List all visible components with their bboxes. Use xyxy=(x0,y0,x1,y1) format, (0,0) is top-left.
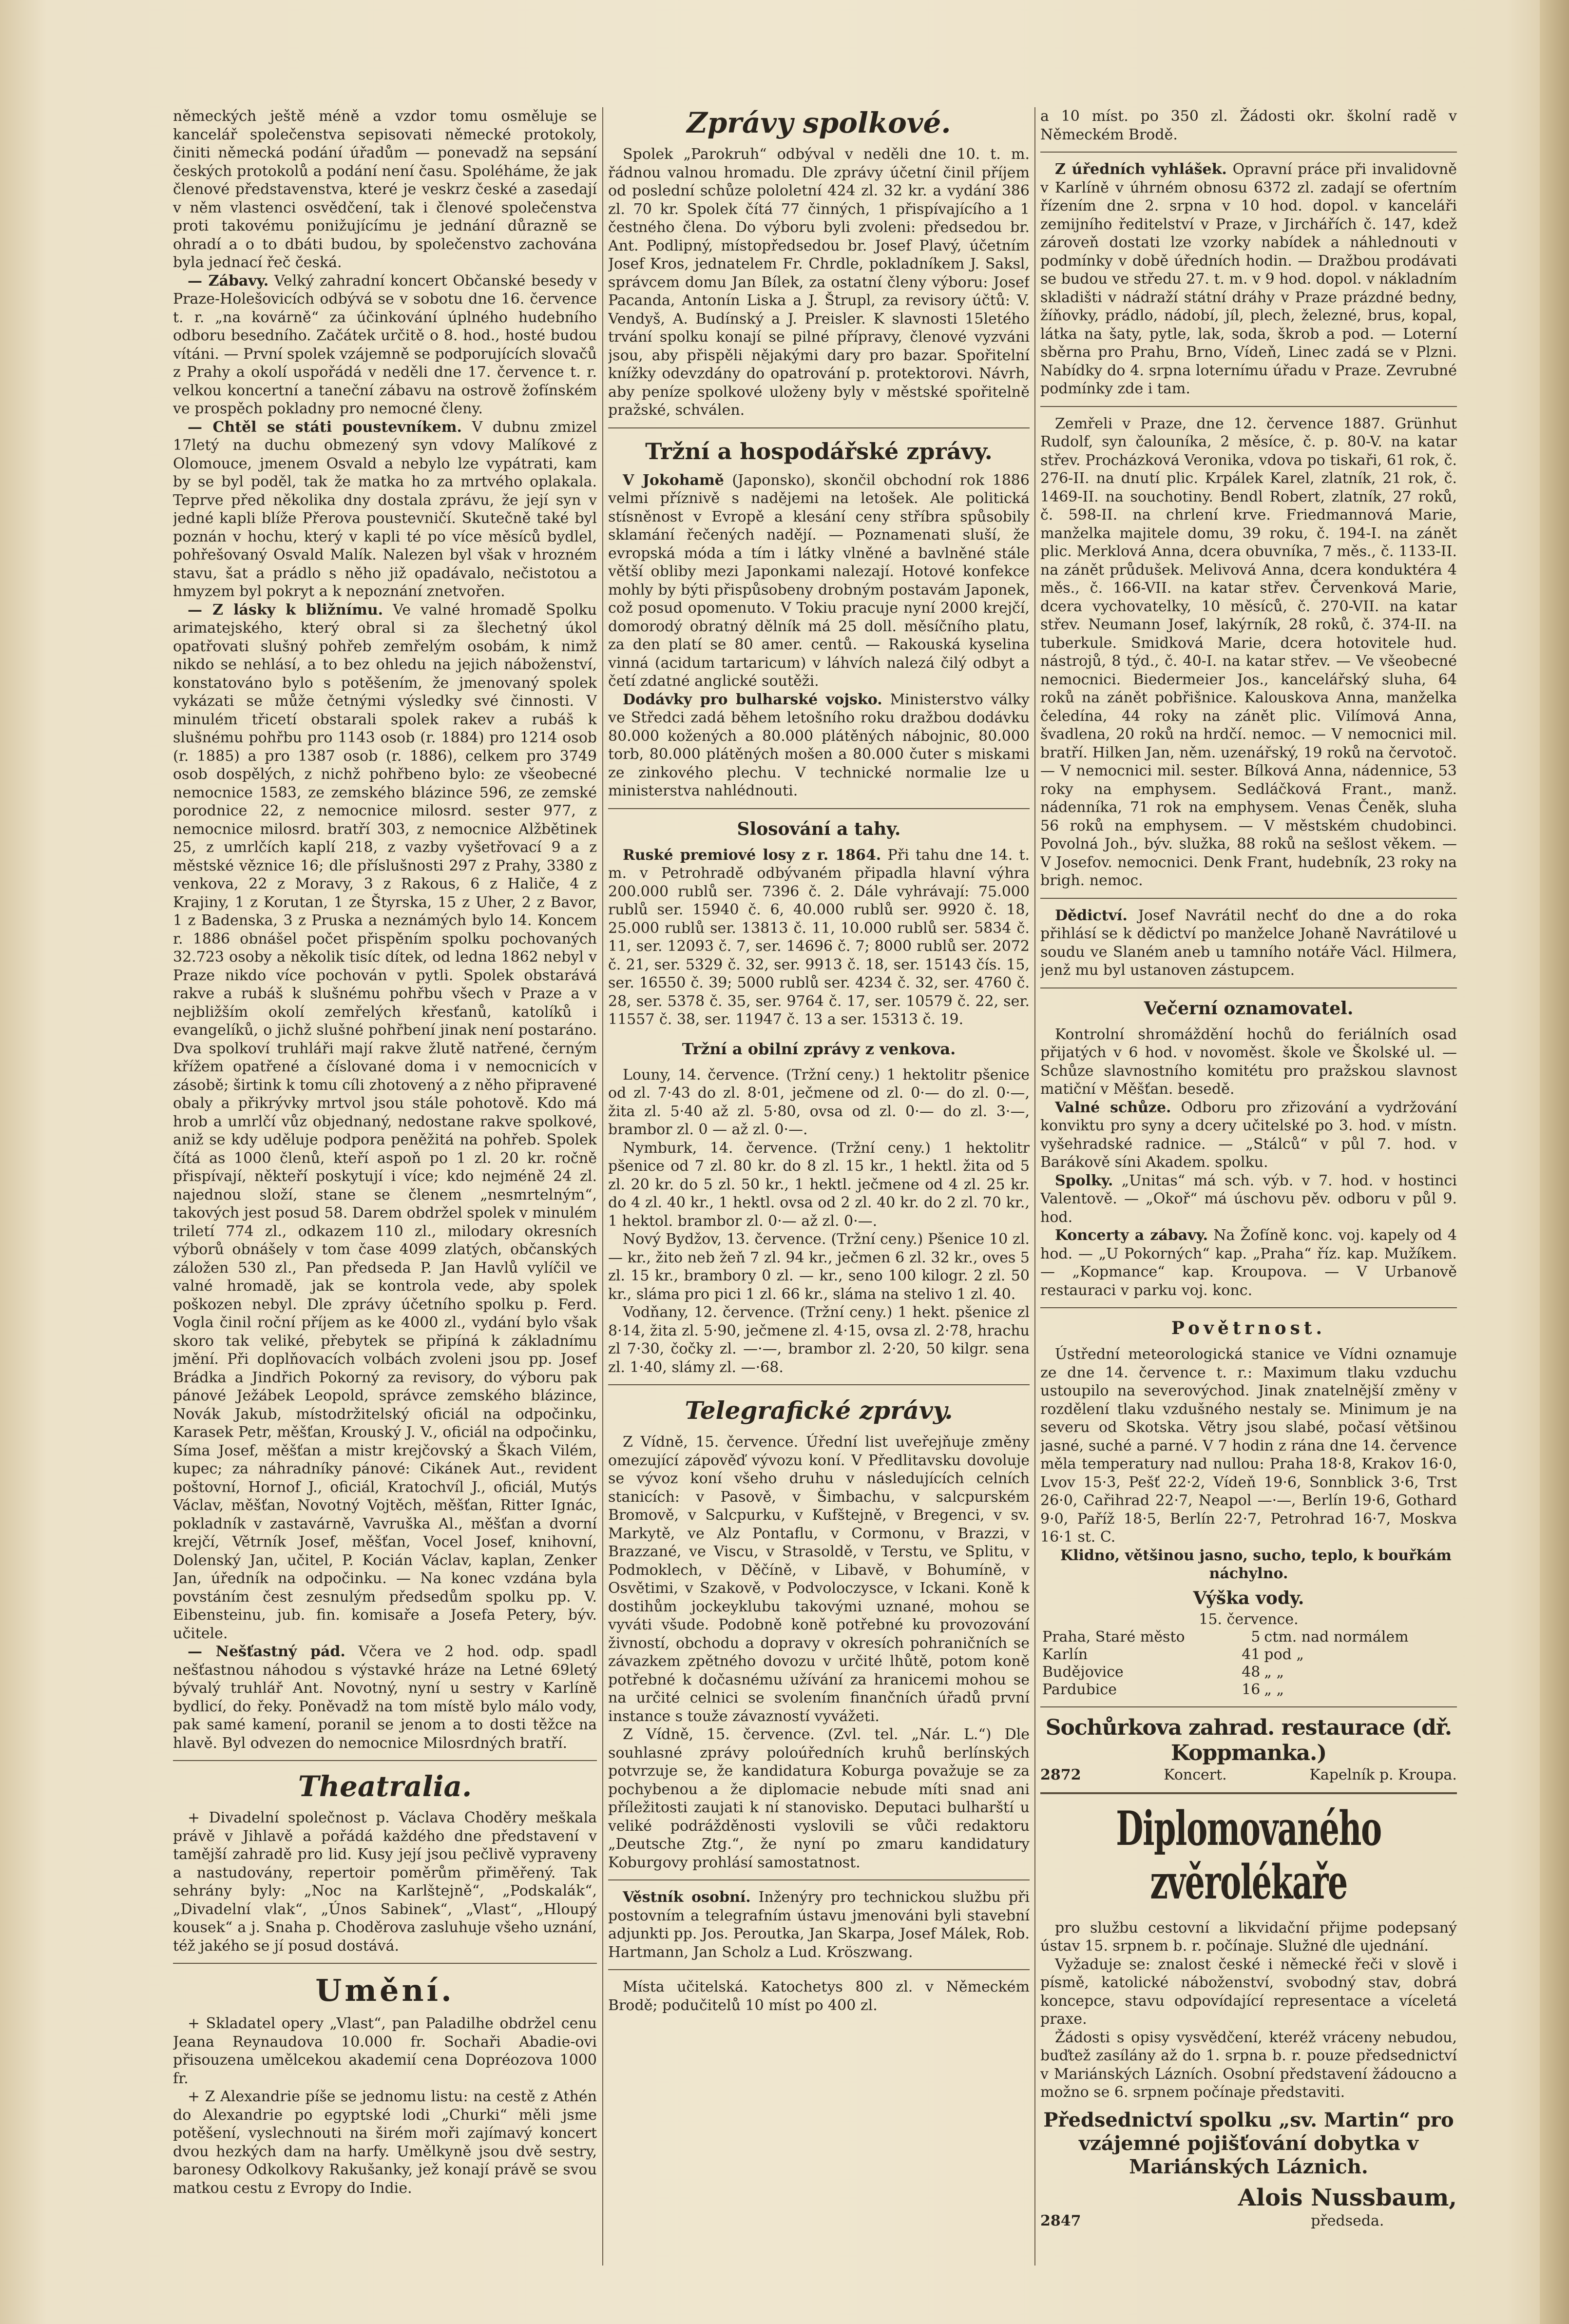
article-lead: Valné schůze. xyxy=(1055,1099,1171,1116)
weather-forecast: Klidno, většinou jasno, sucho, teplo, k bouřkám náchylno. xyxy=(1060,1547,1452,1582)
section-divider xyxy=(608,1384,1030,1385)
article-text: Na Žofíně konc. voj. kapely od 4 hod. — „U Pokorných“ kap. „Praha“ říz. kap. Mužíkem. — „Kopmance“ kap. Kroupova. — V Urbanově restauraci v parku voj. konc. xyxy=(1040,1227,1457,1299)
article-text: Ústřední meteorologická stanice ve Vídni oznamuje ze dne 14. července t. r.: Maximum tlaku vzduchu ustoupilo na severovýchod. Jinak znatelnější změny v rozdělení tlaku vzdušného nestaly se. Minimum je na severu od Skotska. Větry jsou slabé, počasí většinou jasné, suché a parné. V 7 hodin z rána dne 14. července měla temperatury nad nullou: Praha 18·8, Krakov 16·0, Lvov 15·3, Pešť 22·2, Vídeň 19·6, Sonnblick 3·6, Trst 26·0, Cařihrad 22·7, Neapol —·—, Berlín 19·6, Gothard 9·0, Paříž 18·5, Berlín 22·7, Petrohrad 16·7, Moskva 16·1 st. C. xyxy=(1040,1346,1457,1546)
article-zemreli: Zemřeli v Praze, dne 12. července 1887. Grünhut Rudolf, syn čalouníka, 2 měsíce, č. p. 80-V. na katar střev. Procházková Veronika, vdova po tiskaři, 61 rok, č. 276-II. na dnutí plic. Krpálek Karel, zlatník, 21 rok, č. 1469-II. na souchotiny. Bendl Robert, zlatník, 27 roků, č. 598-II. na chrlení krve. Friedmannová Marie, manželka majitele domu, 39 roku, č. 194-I. na zánět plic. Merklová Anna, dcera obuvníka, 7 měs., č. 1133-II. na zánět průdušek. Melivová Anna, dcera konduktéra 4 měs., č. 166-VII. na katar střev. Červenková Marie, dcera vychovatelky, 10 měsíců, č. 270-VII. na katar střev. Neumann Josef, lakýrník, 28 roků, č. 374-II. na tuberkule. Smidková Marie, dcera hotovitele hud. nástrojů, 8 týd., č. 40-I. na katar střev. — Ve všeobecné nemocnici. Biedermeier Jos., kancelářský sluha, 64 roků na zánět pobřišnice. Kalouskova Anna, manželka čeledína, 44 roky na zánět plic. Vilímová Anna, švadlena, 20 roků na hrdčí. nemoc. — V nemocnici mil. bratří. Hilken Jan, něm. uzenářský, 19 roků na červotoč. — V nemocnici mil. sester. Bílková Anna, nádennice, 53 roky na emphysem. Sedláčková Frant., manž. nádenníka, 71 rok na emphysem. Venas Čeněk, sluha 56 roků na emphysem. — V městském chudobinci. Povolná Joh., býv. služka, 88 roků na sešlost věkem. — V Josefov. nemocnici. Denk Frant, hudebník, 23 roky na brigh. nemoc. xyxy=(1040,415,1457,889)
table-cell: Budějovice xyxy=(1042,1664,1124,1681)
section-heading-vyska: Výška vody. xyxy=(1193,1588,1304,1608)
section-divider xyxy=(608,427,1030,428)
section-heading-povetrnost: Povětrnost. xyxy=(1171,1318,1326,1338)
article-text: Velký zahradní koncert Občanské besedy v Praze-Holešovicích odbývá se v sobotu dne 16. července t. r. „na kovárně“ za účinkování úplného hudebního odboru besedního. Začátek určitě o 8. hod., hosté budou vítáni. — První spolek vzájemně se podporujících slovačů z Prahy a okolí uspořádá v neděli dne 17. července t. r. velkou koncertní a taneční zábavu na ostrově žofínském ve prospěch pokladny pro nemocné členy. xyxy=(173,272,597,417)
section-heading-telegraficke: Telegrafické zprávy. xyxy=(685,1396,953,1425)
ad-text: Kapelník p. Kroupa. xyxy=(1309,1766,1457,1783)
ad-signature-role: předseda. xyxy=(1311,2212,1384,2229)
section-heading-zpravy: Zprávy spolkové. xyxy=(687,107,951,139)
table-cell: Karlín xyxy=(1042,1646,1088,1663)
article-lead: Věstník osobní. xyxy=(623,1889,751,1906)
article-text: (Japonsko), skončil obchodní rok 1886 velmi příznivě s nadějemi na letošek. Ale politická stísněnost v Evropě a klesání ceny stříbra spůsobily sklamání řečených nadějí. — Poznamenati sluší, že evropská móda a tím i látky vlněné a bavlněné stále větší obliby mezi Japonkami nalezají. Hotové konfekce mohly by býti přispůsobeny drobným postavám Japonek, což posud opomenuto. V Tokiu pracuje nyní 2000 krejčí, domorodý obratný dělník má 25 doll. měsíčního platu, za den platí se 80 amer. centů. — Rakouská kyselina vinná (acidum tartaricum) v láhvích nalezá čilý odbyt a četí zdatné anglické soutěži. xyxy=(608,471,1030,690)
article-text: + Divadelní společnost p. Václava Choděry meškala právě v Jihlavě a pořádá každého dne představení v tamější zahradě pro lid. Kusy její jsou pečlivě vypraveny a nastudovány, repertoir poměrům přiměřený. Tak sehrány byly: „Noc na Karlštejně“, „Podskalák“, „Divadelní vlak“, „Únos Sabinek“, „Vlast“, „Hloupý kousek“ a j. Snaha p. Choděrova zasluhuje všeho uznání, též jakého se jí posud dostává. xyxy=(173,1809,597,1955)
column-divider xyxy=(1034,107,1035,2266)
ad-signature: Alois Nussbaum, xyxy=(1238,2184,1457,2211)
section-divider xyxy=(1040,152,1457,153)
ad-text: Koncert. xyxy=(1164,1766,1227,1783)
article-text: + Skladatel opery „Vlast“, pan Paladilhe obdržel cenu Jeana Reynaudova 10.000 fr. Sochaři Abadie-ovi přisouzena umělcekou akademií cena Dopréozova 1000 fr. xyxy=(173,2015,597,2087)
column-middle xyxy=(608,107,1030,2266)
column-divider xyxy=(602,107,603,2266)
table-cell: 16 xyxy=(1242,1681,1261,1698)
market-bydzov: Nový Bydžov, 13. července. (Tržní ceny.) Pšenice 10 zl. — kr., žito neb žeň 7 zl. 94 kr., ječmen 6 zl. 32 kr., oves 5 zl. 15 kr., brambory 0 zl. — kr., seno 100 kilogr. 2 zl. 50 kr., sláma pro pici 1 zl. 66 kr., sláma na stelivo 1 zl. 40. xyxy=(608,1231,1030,1303)
article-nestastny xyxy=(173,1643,597,1752)
article-lead: — Z lásky k bližnímu. xyxy=(188,601,383,619)
section-heading-trzni: Tržní a hospodářské zprávy. xyxy=(645,438,993,465)
table-cell: Praha, Staré město xyxy=(1042,1628,1185,1646)
ad-number: 2847 xyxy=(1040,2212,1081,2229)
ad-signature-block xyxy=(1238,2184,1457,2230)
page-spine-shadow xyxy=(1540,0,1569,2324)
article-vecerni2 xyxy=(1040,1099,1457,1172)
article-lead: Dodávky pro bulharské vojsko. xyxy=(623,691,882,708)
article-lead: — Nešťastný pád. xyxy=(188,1643,345,1660)
section-divider xyxy=(1040,1792,1457,1794)
article-vecerni4 xyxy=(1040,1226,1457,1299)
section-divider xyxy=(1040,1307,1457,1308)
market-nymburk: Nymburk, 14. července. (Tržní ceny.) 1 hektolitr pšenice od 7 zl. 80 kr. do 8 zl. 15 kr., 1 hektl. žita od 5 zl. 20 kr. do 5 zl. 50 kr., 1 hektl. ječmene od 4 zl. 25 kr. do 4 zl. 40 kr., 1 hektl. ovsa od 2 zl. 40 kr. do 2 zl. 70 kr., 1 hektol. brambor zl. 0·— až zl. 0·—. xyxy=(608,1139,1030,1230)
table-cell: „ „ xyxy=(1264,1681,1284,1698)
ad-text: Žádosti s opisy vysvědčení, kteréž vráceny nebudou, buďtež zasílány až do 1. srpna b. r. pouze předsednictví v Mariánských Lázních. Osobní představení žádoucno a možno se 6. srpnem počínaje představiti. xyxy=(1040,2029,1457,2101)
article-text: „Unitas“ má sch. výb. v 7. hod. v hostinci Valentově. — „Okoř“ má úschovu pěv. odboru v půl 9. hod. xyxy=(1040,1172,1457,1226)
article-zabavy xyxy=(173,272,597,418)
article-text: Opravní práce při invalidovně v Karlíně v úhrném obnosu 6372 zl. zadají se ofertním řízením dne 2. srpna v 10 hod. dopol. v kanceláři zemijního ředitelství v Praze, v Jirchářích č. 147, kdež zároveň dostati lze vzorky nabídek a náhlednouti v podmínky v době úředních hodin. — Dražbou prodávati se budou ve středu 27. t. m. v 9 hod. dopol. v nákladním skladišti v nádraží státní dráhy v Praze prázdné bedny, žíňovky, prádlo, nádobí, jíl, plech, železné, brus, kopal, látka na šaty, pytle, lak, soda, škrob a pod. — Loterní sběrna pro Prahu, Brno, Vídeň, Linec zadá se v Plzni. Nabídky do 4. srpna loternímu úřadu v Praze. Zevrubné podmínky zde i tam. xyxy=(1040,161,1457,397)
market-louny: Louny, 14. července. (Tržní ceny.) 1 hektolitr pšenice od zl. 7·43 do zl. 8·01, ječmene od zl. 0·— do zl. 0·—, žita zl. 5·40 až zl. 5·80, ovsa od zl. 0·— do zl. 3·—, brambor zl. 0 — až zl. 0·—. xyxy=(608,1066,1030,1138)
column-right xyxy=(1040,107,1457,2266)
article-vestnik xyxy=(608,1888,1030,1961)
section-divider xyxy=(173,1760,597,1761)
table-cell: 41 xyxy=(1242,1646,1261,1663)
market-vodnany: Vodňany, 12. července. (Tržní ceny.) 1 hekt. pšenice zl 8·14, žita zl. 5·90, ječmene zl. 4·15, ovsa zl. 2·78, hrachu zl 7·30, čočky zl. —·—, brambor zl. 2·20, 50 kilgr. sena zl. 1·40, slámy zl. —·68. xyxy=(608,1304,1030,1376)
section-divider xyxy=(608,1879,1030,1880)
section-heading-obilni: Tržní a obilní zprávy z venkova. xyxy=(682,1039,956,1058)
table-row xyxy=(1040,1628,1457,1646)
telegram-2: Z Vídně, 15. července. (Zvl. tel. „Nár. L.“) Dle souhlasné zprávy poloúředních kruhů berlínských potvrzuje se, že kandidatura Koburga považuje se za pochybenou a že diplomacie nebude míti snad ani příležitosti zaujati k ní stanovisko. Deputaci bulharští u veliké podrážděnosti vyslovili se vůči redaktoru „Deutsche Ztg.“, že nyní po zmaru kandidatury Koburgovy prohlásí samostatnost. xyxy=(608,1726,1030,1871)
article-text: Ministerstvo války ve Středci zadá během letošního roku dražbou dodávku 80.000 kožených a 80.000 plátěných nábojnic, 80.000 torb, 80.000 plátěných mošen a 80.000 čuter s miskami ze zinkového plechu. V technické normalie lze u ministerstva nahlédnouti. xyxy=(608,691,1030,799)
table-row xyxy=(1040,1681,1457,1699)
article-lead: Koncerty a zábavy. xyxy=(1055,1227,1208,1244)
article-text: německých ještě méně a vzdor tomu osměluje se kancelář společenstva sepisovati německé protokoly, činiti německá podání úřadům — ponevadž na sepsání českých protokolů a podání není času. Spoléháme, že jak členové představenstva, které je veskrz české a zasedají v něm vlastenci osvědčení, tak i členové společenstva proti takovému ponižujícímu je jednání důrazně se ohradí a o to dbáti budou, by společenstvo zachována byla jednací řeč česká. xyxy=(173,108,597,271)
table-cell: pod „ xyxy=(1264,1646,1304,1663)
ad-banner-footer xyxy=(1040,1766,1457,1784)
article-chtel xyxy=(173,418,597,601)
ad-text: Vyžaduje se: znalost české i německé řeči v slově i písmě, katolické náboženství, svobodný stav, dobrá koncepce, stavu odpovídající representace a víceletá praxe. xyxy=(1040,1956,1457,2028)
article-mista: Místa učitelská. Katochetys 800 zl. v Německém Brodě; podučitelů 10 míst po 400 zl. xyxy=(608,1978,1030,2014)
article-text: Inženýry pro technickou službu při postovním a telegrafním ústavu jmenováni byli stavební adjunkti pp. Jos. Peroutka, Jan Skarpa, Josef Málek, Rob. Hartmann, Jan Scholz a Lud. Kröszwang. xyxy=(608,1889,1030,1961)
water-level-table xyxy=(1040,1628,1457,1699)
article-text: Při tahu dne 14. t. m. v Petrohradě odbývaném připadla hlavní výhra 200.000 rublů ser. 7396 č. 2. Dále vyhrávají: 75.000 rublů ser. 15940 č. 6, 40.000 rublů ser. 9920 č. 18, 25.000 rublů ser. 13813 č. 11, 10.000 rublů ser. 5834 č. 11, ser. 12093 č. 7, ser. 14696 č. 7; 8000 rublů ser. 2072 č. 21, ser. 5329 č. 32, ser. 9913 č. 18, ser. 15143 čís. 15, ser. 16550 č. 39; 5000 rublů ser. 4234 č. 32, ser. 4760 č. 28, ser. 5378 č. 35, ser. 9764 č. 17, ser. 10579 č. 22, ser. 11557 č. 38, ser. 11947 č. 13 a ser. 15313 č. 19. xyxy=(608,846,1030,1028)
section-heading-theatralia: Theatralia. xyxy=(298,1770,472,1803)
section-divider xyxy=(1040,406,1457,407)
article-lead: V Jokohamě xyxy=(623,471,724,489)
ad-organization: Předsednictví spolku „sv. Martin“ pro vzájemné pojišťování dobytka v Mariánských Láznich. xyxy=(1043,2108,1454,2178)
article-text: + Z Alexandrie píše se jednomu listu: na cestě z Athén do Alexandrie po egyptské lodi „Churki“ měli jsme potěšení, vyslechnouti na širém moři zajímavý koncert dvou hezkých dam na harfy. Umělkyně jsou dvě sestry, baronesy Odkolkovy Rakušanky, jež konají právě se svou matkou cestu z Evropy do Indie. xyxy=(173,2088,597,2197)
section-divider xyxy=(608,1969,1030,1970)
article-text: Ve valné hromadě Spolku arimatejského, který obral si za šlechetný úkol opatřovati slušný pohřeb zemřelým osobám, k nimž nikdo se nehlásí, a to bez ohledu na jejich náboženství, konstatováno bylo s potěšením, že jmenovaný spolek vykázati se může četnými výsledky své činnosti. V minulém třicetí obstarali spolek rakev a rubáš k slušnému pohřbu pro 1143 osob (r. 1884) pro 1214 osob (r. 1885) a pro 1387 osob (r. 1886), celkem pro 3749 osob dospělých, z nichž pohřbeno bylo: ze všeobecné nemocnice 1583, ze zemského blázince 596, ze zemské porodnice 22, z nemocnice milosrd. sester 977, z nemocnice milosrd. bratří 303, z nemocnice Alžbětinek 25, z umrlčích kaplí 218, z vazby vyšetřovací 9 a z městské věznice 16; dle příslušnosti 297 z Prahy, 3380 z venkova, 22 z Moravy, 3 z Rakous, 6 z Haliče, 4 z Krajiny, 1 z Korutan, 1 ze Štyrska, 15 z Uher, 2 z Bavor, 1 z Badenska, 3 z Pruska a neznámých bylo 14. Koncem r. 1886 obnášel počet přispěním spolku pochovaných 32.723 osoby a několik tisíc dítek, od ledna 1862 nebyl v Praze nikdo více pochován v pytli. Spolek obstarává rakve a rubáš k slušnému pohřbu všech v Praze a v nejbližším okolí zemřelých křesťanů, katolíků i evangelíků, o jichž slušné pohřbení jinak není postaráno. Dva spolkoví truhláři mají rakve žlutě natřené, černým křížem opatřené a číslované doma i v nemocnicích v zásobě; širtink k tomu cíli zhotovený a z něho připravené obaly a přikrývky mrtvol jsou stále pohotově. Kdo má hrob a umrlčí vůz objednaný, nedostane rakve spolkové, aniž se kdy uděluje podpora peněžitá na pohřeb. Spolek čítá as 1000 členů, kteří aspoň po 1 zl. 20 kr. ročně přispívají, někteří poskytují i více; kdo nejméně 24 zl. najednou složí, stane se členem „nesmrtelným“, takových jest posud 58. Darem obdržel spolek v minulém triletí 774 zl., odkazem 110 zl., milodary okresních výborů obnášely v tom čase 4099 zlatých, občanských záložen 530 zl., Pan předseda P. Jan Havlů vylíčil ve valné hromadě, jak se kontrola vede, aby spolek poškozen nebyl. Dle zprávy účetního spolku p. Ferd. Vogla činil roční příjem as ke 4000 zl., vydání bylo však skoro tak veliké, přebytek se připíná k základnímu jmění. Při doplňovacích volbách zvoleni jsou pp. Josef Brádka a Jindřich Pokorný za revisory, do výboru pak pánové Ježábek Leopold, správce zemského blázince, Novák Jakub, místodržitelský oficiál na odpočinku, Karasek Petr, měšťan, Krouský J. V., oficiál na odpočinku, Síma Josef, měšťan a mistr krejčovský a Škach Vilém, kupec; za náhradníky pánové: Cikánek Aut., revident poštovní, Hornof J., oficiál, Kratochvíl J., oficiál, Mutýs Václav, měšťan, Novotný Vojtěch, měšťan, Ritter Ignác, pokladník v zastavárně, Vavruška Al., měšťan a dvorní krejčí, Větrník Josef, měšťan, Vocel Josef, knihovní, Dolenský Jan, učitel, P. Kocián Václav, kaplan, Zenker Jan, úředník na odpočinku. — Na konec vzdána byla povstáním čest zesnulým předsedům spolku pp. V. Eibensteinu, jub. fin. komisaře a Josefa Petery, býv. učitele. xyxy=(173,601,597,1642)
column-left xyxy=(173,107,597,2266)
article-laska xyxy=(173,601,597,1643)
article-text: Josef Navrátil nechť do dne a do roka přihlásí se k dědictví po manželce Johaně Navrátilové u soudu ve Slaném aneb u tamního notáře Václ. Hilmera, jenž mu byl ustanoven zástupcem. xyxy=(1040,907,1457,979)
telegram-1: Z Vídně, 15. července. Úřední list uveřejňuje změny omezující zápověď vývozu koní. V Předlitavsku dovoluje se vývoz koní všeho druhu v následujících celních stanicích: v Pasově, v Šimbachu, v salcpurském Bromově, v Salcpurku, v Kufštejně, v Bregenci, v sv. Markytě, ve Alz Pontaflu, v Cormonu, v Brazzi, v Brazzané, ve Viscu, v Strasoldě, v Terstu, ve Splitu, v Podmoklech, v Děčíně, v Libavě, v Bohumíně, v Osvětimi, v Szakově, v Podvoloczysce, v Ickani. Koně k dostihům jockeyklubu takovými uznané, mohou se vyváti všude. Podobně koně potřebné ku provozování živností, obchodu a dopravy v okresích pohraničních se závazkem zpětného dovozu v určité lhůtě, potom koně potřebné k dočasnému užívání za hranicemi mohou se na určité celnici se svolením finančních úřadů první instance s touže závazností vyvážeti. xyxy=(608,1433,1030,1725)
table-cell: 48 xyxy=(1242,1664,1261,1681)
table-cell: Pardubice xyxy=(1042,1681,1117,1698)
ad-text: pro službu cestovní a likvidační přijme podepsaný ústav 15. srpnem b. r. počínaje. Služné dle ujednání. xyxy=(1040,1919,1457,1955)
article-text: Kontrolní shromáždění hochů do feriálních osad přijatých v 6 hod. v novoměst. škole ve Školské ul. — Schůze slavnostního komitétu pro pražskou slavnost matiční v Měšťan. besedě. xyxy=(1040,1026,1457,1098)
article-urad xyxy=(1040,160,1457,398)
article-slosovani xyxy=(608,846,1030,1029)
section-heading-umeni: Umění. xyxy=(315,1973,455,2008)
section-divider xyxy=(1040,1706,1457,1707)
section-divider xyxy=(608,808,1030,809)
table-row xyxy=(1040,1646,1457,1664)
article-lead: — Chtěl se státi poustevníkem. xyxy=(188,418,462,436)
ad-number: 2872 xyxy=(1040,1766,1081,1783)
article-lead: Dědictví. xyxy=(1055,907,1128,924)
table-cell: ctm. nad normálem xyxy=(1264,1628,1409,1646)
article-mista-cont: a 10 míst. po 350 zl. Žádosti okr. školní radě v Německém Brodě. xyxy=(1040,108,1457,143)
article-lead: Spolky. xyxy=(1055,1172,1113,1189)
article-jokohama xyxy=(608,471,1030,691)
article-text: Včera ve 2 hod. odp. spadl nešťastnou náhodou s výstavké hráze na Letné 69letý bývalý truhlář Ant. Novotný, nyní u sestry v Karlíně bydlicí, do řeky. Poněvadž na tom místě bylo málo vody, pak samé kamení, poranil se jenom a to dosti těžce na hlavě. Byl odvezen do nemocnice Milosrdných bratří. xyxy=(173,1643,597,1752)
section-heading-slosovani: Slosování a tahy. xyxy=(737,818,901,839)
article-dodavky xyxy=(608,691,1030,800)
article-vecerni3 xyxy=(1040,1172,1457,1227)
article-lead: Z úředních vyhlášek. xyxy=(1055,161,1227,178)
section-divider xyxy=(173,1963,597,1964)
ad-banner-restaurace: Sochůrkova zahrad. restaurace (dř. Koppmanka.) xyxy=(1045,1715,1452,1765)
water-date: 15. července. xyxy=(1199,1610,1299,1628)
article-lead: — Zábavy. xyxy=(188,272,269,290)
article-text: Spolek „Parokruh“ odbýval v neděli dne 10. t. m. řádnou valnou hromadu. Dle zprávy účetní činil příjem od poslední schůze pololetní 424 zl. 32 kr. a vydání 386 zl. 70 kr. Spolek čítá 77 činných, 1 přispívajícího a 1 čestného člena. Do výboru byli zvoleni: předsedou br. Ant. Podlipný, místopředsedou br. Josef Plavý, účetním Josef Kros, jednatelem Fr. Chrdle, pokladníkem J. Saksl, správcem domu Jan Bílek, za ostatní členy výboru: Josef Pacanda, Antonín Liska a J. Štrupl, za revisory účtů: V. Vendyš, A. Budínský a J. Preisler. K slavnosti 15letého trvání spolku konají se pilné přípravy, členové vyzváni jsou, aby přispěli nějakými dary pro bazar. Spořitelní knížky odevzdány do opatrování p. protektorovi. Návrh, aby peníze spolkové uloženy byly v městské spořitelně pražské, schválen. xyxy=(608,146,1030,419)
table-cell: „ „ xyxy=(1264,1664,1284,1681)
ad-title: Diplomovaného zvěrolékaře xyxy=(1116,1801,1381,1910)
article-text: V dubnu zmizel 17letý na duchu obmezený syn vdovy Malíkové z Olomouce, jmenem Osvald a nebylo lze vypátrati, kam by se byl poděl, tak že matka ho za mrtvého oplakala. Teprve před několika dny dostala zprávu, že její syn v jedné kapli blíže Přerova poustevničí. Skutečně také byl poznán v hochu, který v kapli té po více měsíců bydlel, pohřešovaný Osvald Malík. Nalezen byl však v hrozném stavu, šat a prádlo s něho již opadávalo, nečistotou a hmyzem byl pokryt a k nepoznání znetvořen. xyxy=(173,418,597,600)
table-cell: 5 xyxy=(1251,1628,1261,1646)
section-heading-vecerni: Večerní oznamovatel. xyxy=(1144,998,1354,1019)
article-lead: Ruské premiové losy z r. 1864. xyxy=(623,846,881,864)
article-dedictvi xyxy=(1040,907,1457,980)
table-row xyxy=(1040,1664,1457,1681)
article-text: Odboru pro zřizování a vydržování konviktu pro syny a dcery učitelské po 3. hod. v místn. vyšehradské radnice. — „Stálců“ v půl 7. hod. v Barákově síni Akadem. spolku. xyxy=(1040,1099,1457,1171)
ad-footer xyxy=(1040,2184,1457,2230)
section-divider xyxy=(1040,898,1457,899)
